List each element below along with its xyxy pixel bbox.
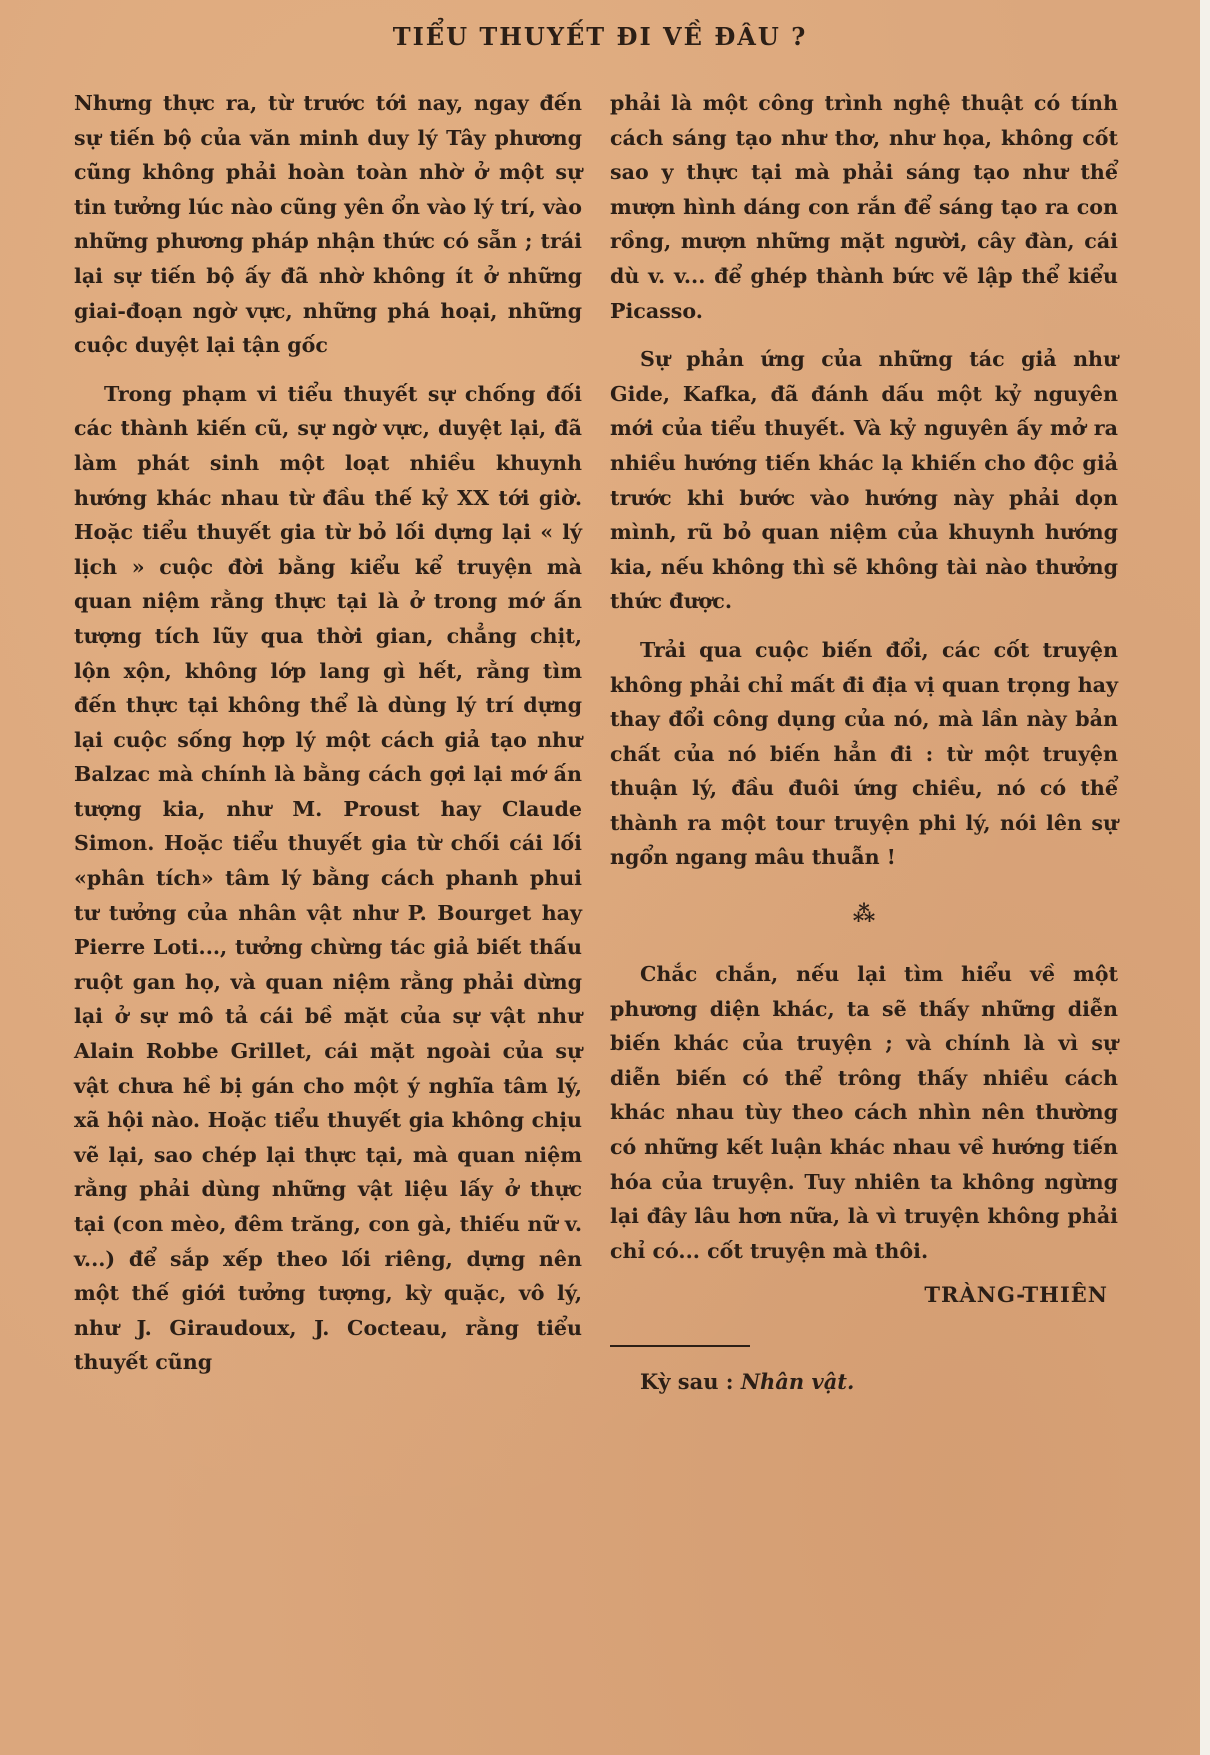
left-column (74, 86, 582, 1394)
next-issue-label: Kỳ sau : (640, 1369, 734, 1395)
paragraph: phải là một công trình nghệ thuật có tính cách sáng tạo như thơ, như họa, không cốt sao y thực tại mà phải sáng tạo như thể mượn hình dáng con rắn để sáng tạo ra con rồng, mượn những mặt người, cây đàn, cái dù v. v... để ghép thành bức vẽ lập thể kiểu Picasso. (610, 91, 1118, 323)
right-column (610, 86, 1118, 1394)
paragraph: Trải qua cuộc biến đổi, các cốt truyện không phải chỉ mất đi địa vị quan trọng hay thay đổi công dụng của nó, mà lần này bản chất của nó biến hẳn đi : từ một truyện thuận lý, đầu đuôi ứng chiều, nó có thể thành ra một tour truyện phi lý, nói lên sự ngổn ngang mâu thuẫn ! (610, 637, 1118, 870)
section-separator: ⁂ (852, 901, 876, 928)
paragraph: Trong phạm vi tiểu thuyết sự chống đối các thành kiến cũ, sự ngờ vực, duyệt lại, đã làm phát sinh một loạt nhiều khuynh hướng khác nhau từ đầu thế kỷ XX tới giờ. Hoặc tiểu thuyết gia từ bỏ lối dựng lại « lý lịch » cuộc đời bằng kiểu kể truyện mà quan niệm rằng thực tại là ở trong mớ ấn tượng tích lũy qua thời gian, chẳng chịt, lộn xộn, không lớp lang gì hết, rằng tìm đến thực tại không thể là dùng lý trí dựng lại cuộc sống hợp lý một cách giả tạo như Balzac mà chính là bằng cách gợi lại mớ ấn tượng kia, như M. Proust hay Claude Simon. Hoặc tiểu thuyết gia từ chối cái lối «phân tích» tâm lý bằng cách phanh phui tư tưởng của nhân vật như P. Bourget hay Pierre Loti..., tưởng chừng tác giả biết thấu ruột gan họ, và quan niệm rằng phải dừng lại ở sự mô tả cái bề mặt của sự vật như Alain Robbe Grillet, cái mặt ngoài của sự vật chưa hề bị gán cho một ý nghĩa tâm lý, xã hội nào. Hoặc tiểu thuyết gia không chịu vẽ lại, sao chép lại thực tại, mà quan niệm rằng phải dùng những vật liệu lấy ở thực tại (con mèo, đêm trăng, con gà, thiếu nữ v. v...) để sắp xếp theo lối riêng, dựng nên một thế giới tưởng tượng, kỳ quặc, vô lý, như J. Giraudoux, J. Cocteau, rằng tiểu thuyết cũng (74, 381, 582, 1375)
author-signature: TRÀNG-THIÊN (924, 1282, 1108, 1308)
paragraph: Nhưng thực ra, từ trước tới nay, ngay đến sự tiến bộ của văn minh duy lý Tây phương cũng không phải hoàn toàn nhờ ở một sự tin tưởng lúc nào cũng yên ổn vào lý trí, vào những phương pháp nhận thức có sẵn ; trái lại sự tiến bộ ấy đã nhờ không ít ở những giai-đoạn ngờ vực, những phá hoại, những cuộc duyệt lại tận gốc (74, 91, 582, 358)
next-issue-note (610, 1369, 1118, 1394)
paragraph: Chắc chắn, nếu lại tìm hiểu về một phương diện khác, ta sẽ thấy những diễn biến khác của truyện ; và chính là vì sự diễn biến có thể trông thấy nhiều cách khác nhau tùy theo cách nhìn nên thường có những kết luận khác nhau về hướng tiến hóa của truyện. Tuy nhiên ta không ngừng lại đây lâu hơn nữa, là vì truyện không phải chỉ có... cốt truyện mà thôi. (610, 962, 1118, 1263)
next-issue-title: Nhân vật. (740, 1369, 855, 1395)
paragraph: Sự phản ứng của những tác giả như Gide, Kafka, đã đánh dấu một kỷ nguyên mới của tiểu thuyết. Và kỷ nguyên ấy mở ra nhiều hướng tiến khác lạ khiến cho độc giả trước khi bước vào hướng này phải dọn mình, rũ bỏ quan niệm của khuynh hướng kia, nếu không thì sẽ không tài nào thưởng thức được. (610, 347, 1118, 614)
divider (610, 1345, 750, 1347)
article-title: TIỂU THUYẾT ĐI VỀ ĐÂU ? (392, 22, 808, 51)
